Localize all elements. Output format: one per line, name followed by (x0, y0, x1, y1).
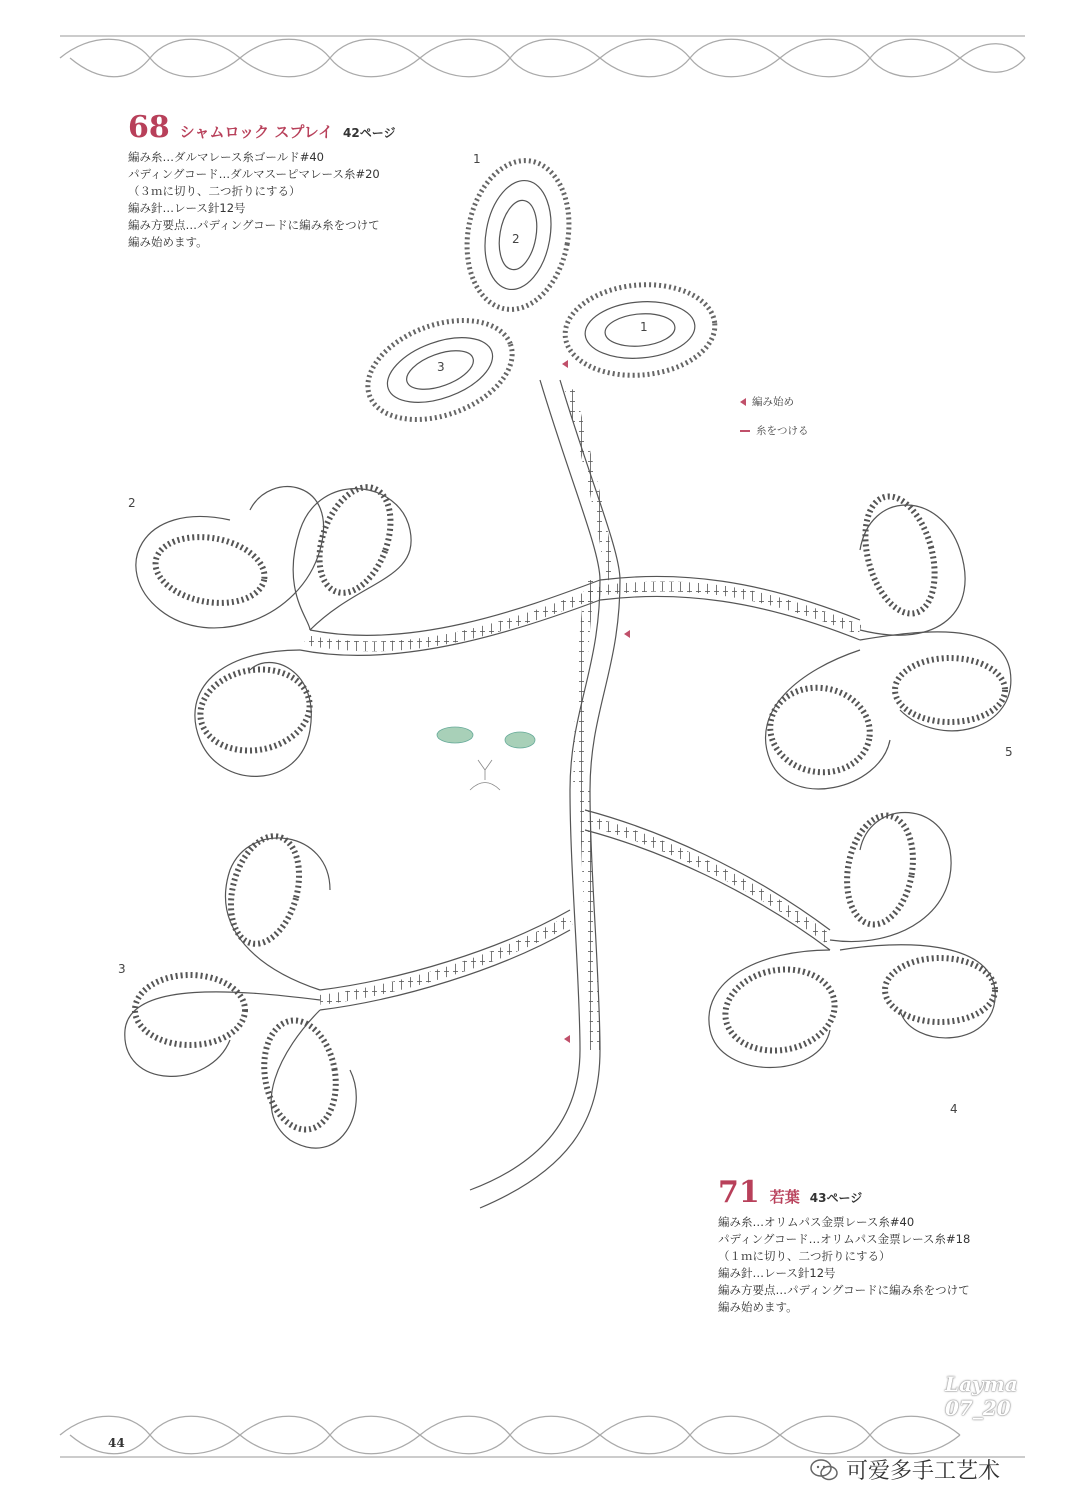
spec-line: パディングコード…オリムパス金票レース糸#18 (718, 1232, 971, 1246)
watermark: Layma 07_20 (945, 1372, 1018, 1420)
wechat-account-badge (810, 1454, 1000, 1485)
spray-4 (709, 810, 995, 1067)
spec-line: 編み針…レース針12号 (128, 201, 246, 215)
pattern-71-header (718, 1175, 970, 1316)
page-reference: 42ページ (343, 126, 396, 140)
crochet-diagram (100, 150, 1020, 1320)
spec-line: 編み糸…ダルマレース糸ゴールド#40 (128, 150, 324, 164)
spray-label-5: 5 (1005, 745, 1013, 759)
pattern-title: 若葉 (769, 1188, 800, 1206)
leaf-label-2: 2 (512, 232, 520, 246)
spray-5 (763, 489, 1010, 789)
spray-3 (125, 829, 356, 1149)
wechat-icon (810, 1458, 838, 1482)
spec-line: 編み方要点…パディングコードに編み糸をつけて (128, 218, 380, 232)
pattern-number: 71 (718, 1175, 760, 1210)
cat-face-illustration (437, 727, 535, 790)
trunk-branches (300, 380, 863, 1208)
spec-line: 編み糸…オリムパス金票レース糸#40 (718, 1215, 915, 1229)
spray-label-3: 3 (118, 962, 126, 976)
spec-line: （３ｍに切り、二つ折りにする） (128, 184, 301, 198)
spec-line: パディングコード…ダルマスーピマレース糸#20 (128, 167, 380, 181)
pattern-specs (718, 1214, 970, 1316)
top-leaf-motif (354, 152, 719, 437)
pattern-title: シャムロック スプレイ (179, 123, 334, 141)
spec-line: （１ｍに切り、二つ折りにする） (718, 1249, 891, 1263)
page-number: 44 (108, 1436, 125, 1450)
leaf-label-3: 3 (437, 360, 445, 374)
wechat-account-name: 可爱多手工艺术 (846, 1459, 1001, 1484)
spec-line: 編み始めます。 (128, 235, 208, 249)
legend-start: 編み始め (740, 394, 809, 409)
leaf-label-1: 1 (473, 152, 481, 166)
spray-label-2: 2 (128, 496, 136, 510)
spray-2 (136, 477, 411, 776)
spec-line: 編み針…レース針12号 (718, 1266, 836, 1280)
top-ornament-border (0, 28, 1085, 88)
spec-line: 編み方要点…パディングコードに編み糸をつけて (718, 1283, 970, 1297)
spray-label-4: 4 (950, 1102, 958, 1116)
spec-line: 編み始めます。 (718, 1300, 798, 1314)
page-reference: 43ページ (809, 1191, 863, 1205)
leaf-label-1b: 1 (640, 320, 648, 334)
pattern-number: 68 (128, 110, 170, 145)
legend-join: 糸をつける (740, 423, 809, 438)
